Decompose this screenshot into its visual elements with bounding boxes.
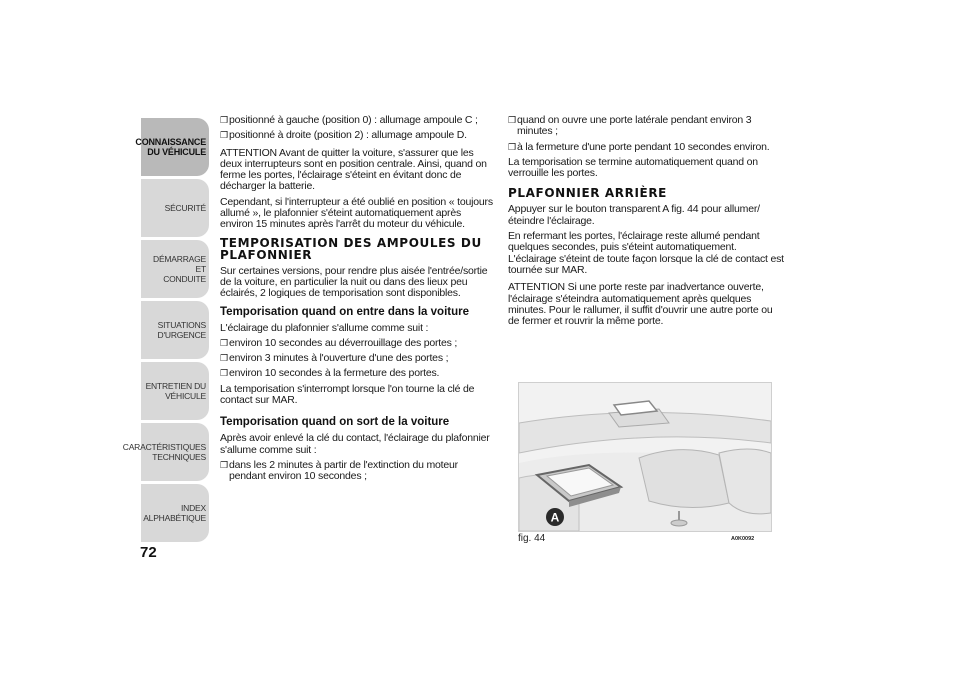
nav-tab-situations[interactable] <box>141 301 209 359</box>
section-heading: PLAFONNIER ARRIÈRE <box>508 186 667 201</box>
nav-tab-label: INDEX ALPHABÉTIQUE <box>143 503 206 523</box>
nav-tab-entretien[interactable] <box>141 362 209 420</box>
page-number: 72 <box>140 544 157 561</box>
paragraph: En refermant les portes, l'éclairage reste allumé pendant quelques secondes, puis s'éteint automatiquement. L'éclairage s'éteint de toute façon lorsque la clé de contact est tournée sur MAR. <box>508 230 784 276</box>
nav-tab-index[interactable] <box>141 484 209 542</box>
list-item: ❒environ 10 secondes au déverrouillage des portes ; <box>220 336 458 349</box>
car-interior-drawing <box>519 383 771 531</box>
paragraph: La temporisation s'interrompt lorsque l'on tourne la clé de contact sur MAR. <box>220 382 475 407</box>
nav-tab-label: SITUATIONS D'URGENCE <box>157 320 206 340</box>
paragraph: La temporisation se termine automatiquement quand on verrouille les portes. <box>508 155 758 180</box>
nav-tab-label: CARACTÉRISTIQUES TECHNIQUES <box>122 442 206 462</box>
list-item: ❒positionné à droite (position 2) : allumage ampoule D. <box>220 129 467 142</box>
figure-caption: fig. 44 <box>518 533 546 544</box>
bullet-icon: ❒ <box>220 130 228 141</box>
nav-tab-connaissance[interactable] <box>135 118 209 176</box>
paragraph: Après avoir enlevé la clé du contact, l'éclairage du plafonnier s'allume comme suit : <box>220 432 490 456</box>
warning-paragraph: ATTENTION Avant de quitter la voiture, s'assurer que les deux interrupteurs sont en position centrale. Ainsi, quand on ferme les portes, l'éclairage s'éteint en évitant donc de décharger la batterie. <box>220 146 487 193</box>
list-item: ❒dans les 2 minutes à partir de l'extinction du moteur pendant environ 10 secondes ; <box>220 458 458 483</box>
subsection-heading: Temporisation quand on entre dans la voiture <box>220 305 469 318</box>
paragraph: Appuyer sur le bouton transparent A fig. 44 pour allumer/éteindre l'éclairage. <box>508 203 760 227</box>
bullet-icon: ❒ <box>508 141 516 152</box>
list-item: ❒environ 10 secondes à la fermeture des portes. <box>220 367 440 380</box>
nav-tab-securite[interactable] <box>141 179 209 237</box>
paragraph: L'éclairage du plafonnier s'allume comme suit : <box>220 321 429 334</box>
rear-ceiling-light-illustration <box>518 382 772 532</box>
paragraph: Cependant, si l'interrupteur a été oublié en position « toujours allumé », le plafonnier s'éteint automatiquement après environ 15 minutes après l'arrêt du moteur du véhicule. <box>220 195 493 231</box>
bullet-icon: ❒ <box>220 115 228 125</box>
section-heading: TEMPORISATION DES AMPOULES DU PLAFONNIER <box>220 235 482 262</box>
warning-paragraph: ATTENTION Si une porte reste par inadvertance ouverte, l'éclairage s'éteindra automatiquement après quelques minutes. Pour le rallumer, il suffit d'ouvrir une autre porte ou de fermer et rouvrir la même porte. <box>508 281 773 328</box>
bullet-icon: ❒ <box>220 353 228 364</box>
list-item: ❒à la fermeture d'une porte pendant 10 secondes environ. <box>508 140 770 153</box>
nav-tab-label: SÉCURITÉ <box>164 203 206 213</box>
list-item: ❒environ 3 minutes à l'ouverture d'une des portes ; <box>220 352 449 365</box>
figure-code: A0K0092 <box>731 536 755 542</box>
callout-label: A <box>550 510 560 525</box>
nav-tab-label: CONNAISSANCE DU VÉHICULE <box>135 137 206 157</box>
right-column <box>508 115 784 331</box>
bullet-icon: ❒ <box>220 459 228 470</box>
nav-tab-demarrage[interactable] <box>141 240 209 298</box>
chapter-nav <box>122 118 209 545</box>
list-item: ❒quand on ouvre une porte latérale pendant environ 3 minutes ; <box>508 114 752 138</box>
nav-tab-caracteristiques[interactable] <box>122 423 209 481</box>
left-column <box>220 115 496 487</box>
bullet-icon: ❒ <box>220 368 228 379</box>
nav-tab-label: ENTRETIEN DU VÉHICULE <box>145 381 206 401</box>
bullet-icon: ❒ <box>508 115 516 125</box>
bullet-icon: ❒ <box>220 337 228 348</box>
list-item: ❒positionné à gauche (position 0) : allumage ampoule C ; <box>220 114 478 126</box>
nav-tab-label: DÉMARRAGE ET CONDUITE <box>153 254 206 284</box>
paragraph: Sur certaines versions, pour rendre plus aisée l'entrée/sortie de la voiture, en particulier la nuit ou dans des lieux peu éclairés, 2 logiques de temporisation sont disponibles. <box>220 264 488 300</box>
subsection-heading: Temporisation quand on sort de la voiture <box>220 416 450 429</box>
